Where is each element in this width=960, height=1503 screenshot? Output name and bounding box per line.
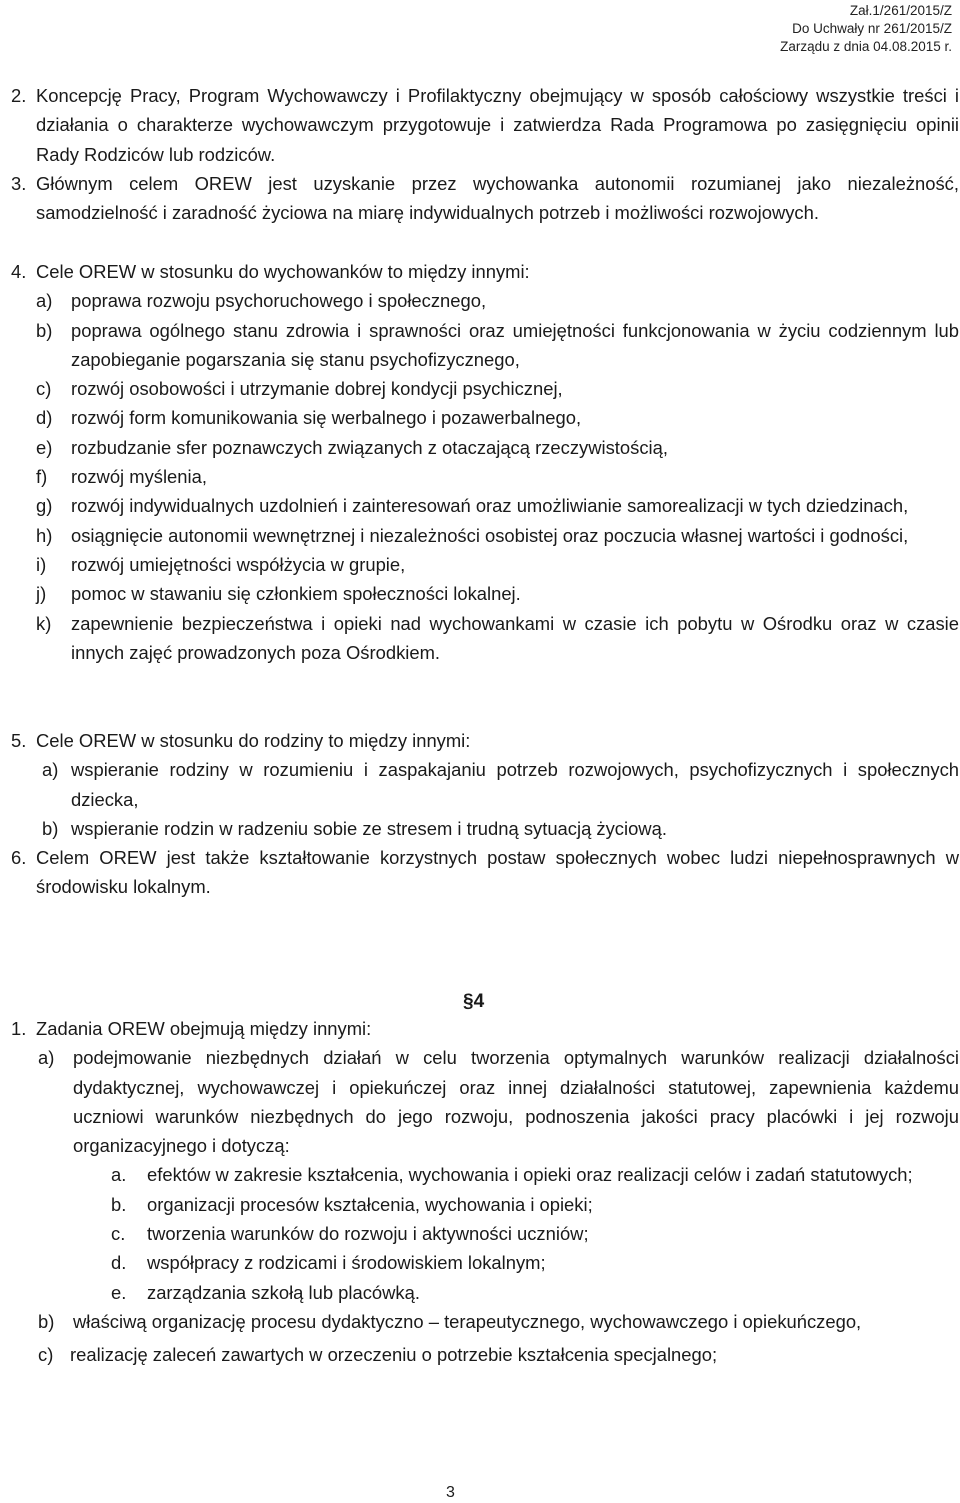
point-number: 2. [11, 85, 27, 106]
resolution-reference: Do Uchwały nr 261/2015/Z [792, 21, 952, 36]
list-item-label: b) [36, 319, 53, 341]
point-2 [11, 81, 959, 169]
sublist-item-text: zarządzania szkołą lub placówką. [147, 1281, 420, 1303]
board-date: Zarządu z dnia 04.08.2015 r. [780, 39, 952, 54]
point-text: Celem OREW jest także kształtowanie korzystnych postaw społecznych wobec ludzi niepełnosprawnych w środowisku lokalnym. [36, 847, 959, 898]
point-text: Zadania OREW obejmują między innymi: [36, 1018, 372, 1039]
point-3 [11, 169, 959, 228]
point-text: Cele OREW w stosunku do wychowanków to między innymi: [36, 261, 530, 282]
section-heading: §4 [463, 991, 485, 1012]
list-item-text: wspieranie rodziny w rozumieniu i zaspakajaniu potrzeb rozwojowych, psychofizycznych i społecznych dziecka, [71, 759, 959, 810]
list-item-text: rozbudzanie sfer poznawczych związanych z otaczającą rzeczywistością, [71, 436, 668, 458]
list-item-label: k) [36, 612, 52, 634]
list-item-text: pomoc w stawaniu się członkiem społeczności lokalnej. [71, 583, 521, 605]
list-item-text: właściwą organizację procesu dydaktyczno – terapeutycznego, wychowawczego i opiekuńczego, [73, 1310, 862, 1332]
list-item-label: j) [36, 583, 47, 605]
sublist-item-label: c. [111, 1223, 126, 1245]
sublist-item-text: tworzenia warunków do rozwoju i aktywności uczniów; [147, 1223, 589, 1245]
attachment-number: Zał.1/261/2015/Z [849, 3, 952, 18]
point-number: 4. [11, 261, 27, 282]
point-text: Cele OREW w stosunku do rodziny to między innymi: [36, 730, 471, 751]
list-item-text: realizację zaleceń zawartych w orzeczeniu o potrzebie kształcenia specjalnego; [70, 1344, 718, 1366]
list-item-label: c) [36, 378, 52, 400]
point-6 [11, 843, 959, 902]
point-number: 5. [11, 730, 27, 751]
list-item-label: d) [36, 407, 53, 429]
list-item-label: i) [36, 553, 47, 575]
list-item-text: rozwój umiejętności współżycia w grupie, [71, 553, 406, 575]
list-item-text: rozwój myślenia, [71, 466, 207, 488]
section4-point-1 [11, 1014, 959, 1370]
sublist-item-label: d. [111, 1252, 127, 1274]
point-number: 6. [11, 847, 27, 868]
list-item-label: a) [38, 1047, 55, 1069]
sublist-item-label: b. [111, 1193, 127, 1215]
sublist-item-label: a. [111, 1164, 127, 1186]
sublist-item-text: organizacji procesów kształcenia, wychowania i opieki; [147, 1193, 593, 1215]
list-item-text: zapewnienie bezpieczeństwa i opieki nad wychowankami w czasie ich pobytu w Ośrodku oraz w czasie innych zajęć prowadzonych poza Ośrodkiem. [71, 612, 959, 663]
point-4 [11, 257, 959, 667]
list-item-label: c) [38, 1344, 54, 1366]
list-item-label: h) [36, 524, 53, 546]
page-number: 3 [446, 1484, 455, 1501]
point-text: Głównym celem OREW jest uzyskanie przez wychowanka autonomii rozumianej jako niezależność, samodzielność i zaradność życiowa na miarę indywidualnych potrzeb i możliwości rozwojowych. [36, 173, 959, 224]
list-item-label: b) [42, 817, 59, 839]
point-number: 1. [11, 1018, 27, 1039]
sublist-item-text: efektów w zakresie kształcenia, wychowania i opieki oraz realizacji celów i zadań statutowych; [147, 1164, 913, 1186]
list-item-label: a) [42, 759, 59, 781]
document-header [780, 2, 952, 56]
list-item-label: g) [36, 495, 53, 517]
list-item-text: rozwój form komunikowania się werbalnego i pozawerbalnego, [71, 407, 582, 429]
sublist-item-text: współpracy z rodzicami i środowiskiem lokalnym; [147, 1252, 546, 1274]
list-item-text: poprawa rozwoju psychoruchowego i społecznego, [71, 290, 487, 312]
sublist-item-label: e. [111, 1281, 127, 1303]
list-item-label: f) [36, 466, 48, 488]
point-number: 3. [11, 173, 27, 194]
list-item-text: osiągnięcie autonomii wewnętrznej i niezależności osobistej oraz poczucia własnej wartości i godności, [71, 524, 909, 546]
point-text: Koncepcję Pracy, Program Wychowawczy i Profilaktyczny obejmujący w sposób całościowy wszystkie treści i działania o charakterze wychowawczym przygotowuje i zatwierdza Rada Programowa po zasięgnięciu opinii Rady Rodziców lub rodziców. [36, 85, 959, 165]
list-item-label: b) [38, 1310, 55, 1332]
list-item-text: wspieranie rodzin w radzeniu sobie ze stresem i trudną sytuacją życiową. [71, 817, 667, 839]
list-item-label: e) [36, 436, 53, 458]
list-item-text: podejmowanie niezbędnych działań w celu tworzenia optymalnych warunków realizacji działalności dydaktycznej, wychowawczej i opiekuńczej oraz innej działalności statutowej, zapewnienia każdemu uczniowi warunków niezbędnych do jego rozwoju, podnoszenia jakości pracy placówki i jej rozwoju organizacyjnego i dotyczą: [73, 1047, 959, 1157]
list-item-text: poprawa ogólnego stanu zdrowia i sprawności oraz umiejętności funkcjonowania w życiu codziennym lub zapobieganie pogarszania się stanu psychofizycznego, [71, 319, 959, 370]
point-5 [11, 726, 959, 843]
list-item-label: a) [36, 290, 53, 312]
list-item-text: rozwój osobowości i utrzymanie dobrej kondycji psychicznej, [71, 378, 563, 400]
list-item-text: rozwój indywidualnych uzdolnień i zainteresowań oraz umożliwianie samorealizacji w tych dziedzinach, [71, 495, 909, 517]
